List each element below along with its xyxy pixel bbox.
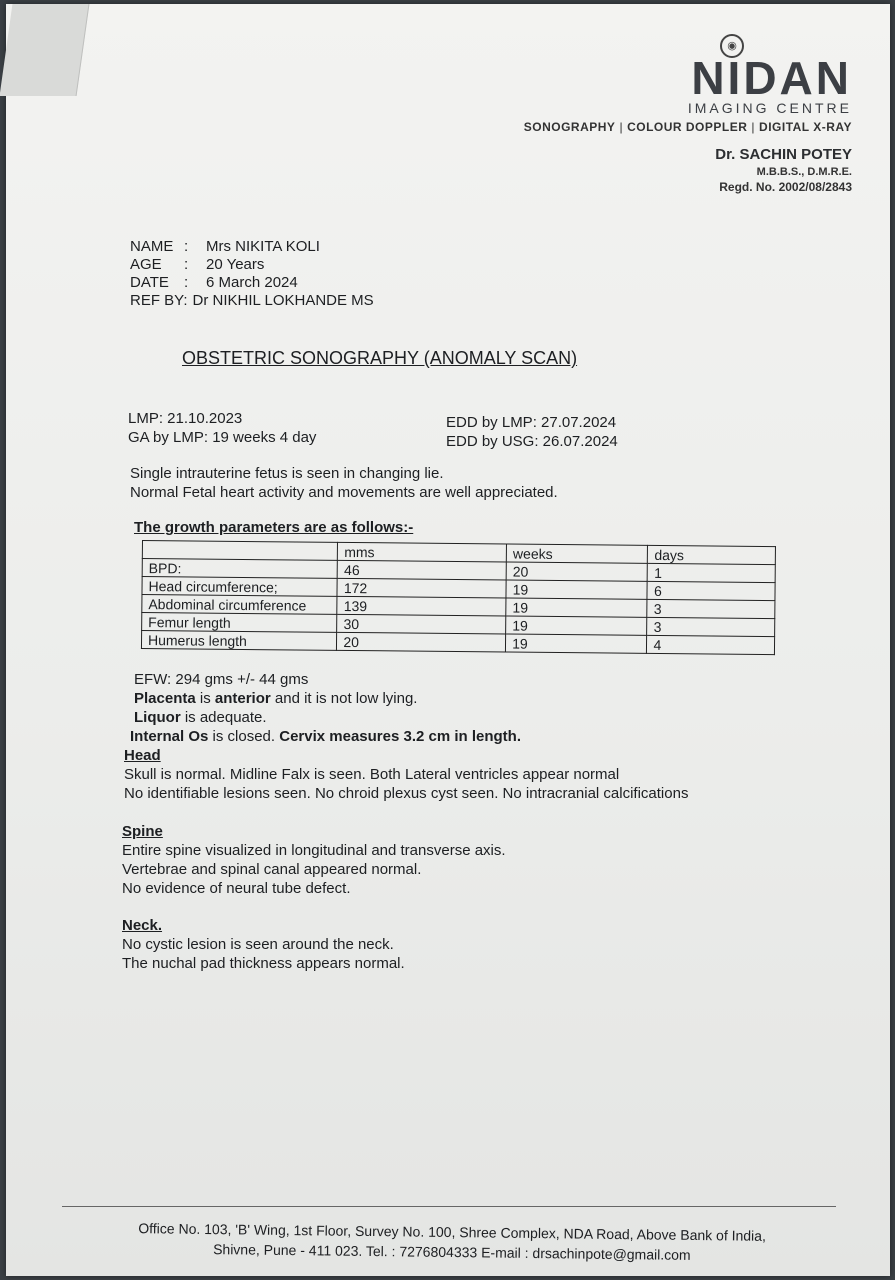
growth-heading: The growth parameters are as follows:- (134, 519, 414, 536)
edd-block (446, 413, 618, 451)
liquor-label: Liquor (134, 709, 181, 726)
service-separator: | (619, 120, 624, 134)
os-text: is closed. (208, 728, 280, 745)
intro-block (130, 464, 558, 502)
field-label: AGE (130, 256, 162, 273)
doctor-name: Dr. SACHIN POTEY (715, 146, 852, 163)
footer-line: Shivne, Pune - 411 023. Tel. : 7276804333 E-mail : drsachinpote@gmail.com (213, 1241, 691, 1263)
param-weeks: 19 (506, 580, 648, 599)
ref-by-row (130, 292, 374, 310)
head-heading: Head (124, 747, 161, 764)
os-line (130, 727, 521, 746)
patient-name-row (130, 238, 374, 256)
header-cell: weeks (506, 544, 648, 563)
placenta-text: is (195, 690, 215, 707)
param-days: 3 (647, 599, 775, 618)
field-label: DATE (130, 274, 169, 291)
param-mms: 20 (337, 632, 506, 652)
head-line: No identifiable lesions seen. No chroid plexus cyst seen. No intracranial calcifications (124, 785, 689, 802)
footer-address (102, 1218, 802, 1267)
folded-corner (0, 4, 89, 96)
nidan-logo-icon: ◉ (720, 34, 744, 58)
spine-line: Vertebrae and spinal canal appeared normal. (122, 861, 422, 878)
edd-by-usg: EDD by USG: 26.07.2024 (446, 433, 618, 450)
report-title: OBSTETRIC SONOGRAPHY (ANOMALY SCAN) (182, 348, 578, 368)
patient-name: Mrs NIKITA KOLI (206, 238, 320, 255)
neck-heading: Neck. (122, 917, 163, 934)
head-section (124, 746, 688, 803)
header-cell (142, 541, 338, 561)
param-mms: 139 (337, 596, 506, 616)
param-mms: 46 (337, 560, 506, 580)
spine-line: Entire spine visualized in longitudinal and transverse axis. (122, 842, 506, 859)
param-days: 4 (647, 635, 775, 654)
field-colon: : (184, 238, 189, 255)
service-digital-xray: DIGITAL X-RAY (759, 120, 852, 134)
neck-line: No cystic lesion is seen around the neck. (122, 936, 394, 953)
param-weeks: 20 (506, 562, 648, 581)
brand-subtitle: IMAGING CENTRE (687, 100, 852, 116)
field-colon: : (184, 274, 189, 291)
service-sonography: SONOGRAPHY (523, 120, 616, 134)
spine-section (122, 822, 506, 898)
placenta-position: anterior (214, 690, 271, 707)
brand-name: NIDAN (691, 52, 852, 104)
services-line (524, 120, 852, 134)
service-colour-doppler: COLOUR DOPPLER (627, 120, 748, 134)
param-name: Head circumference; (142, 577, 338, 597)
spine-heading: Spine (122, 823, 163, 840)
param-days: 6 (647, 581, 775, 600)
efw-line: EFW: 294 gms +/- 44 gms (134, 671, 309, 688)
placenta-label: Placenta (134, 690, 196, 707)
param-name: BPD: (142, 559, 338, 579)
param-mms: 30 (337, 614, 506, 634)
param-days: 3 (647, 617, 775, 636)
cervix-measure: Cervix measures 3.2 cm in length. (279, 728, 522, 745)
param-weeks: 19 (506, 598, 648, 617)
intro-line: Single intrauterine fetus is seen in changing lie. (130, 465, 444, 482)
liquor-line (134, 708, 521, 727)
footer-divider (62, 1206, 836, 1207)
intro-line: Normal Fetal heart activity and movements are well appreciated. (130, 484, 558, 501)
param-name: Abdominal circumference (142, 595, 338, 615)
patient-age-row (130, 256, 374, 274)
field-label: REF BY: (130, 292, 188, 309)
report-date: 6 March 2024 (206, 274, 298, 291)
doctor-degrees: M.B.B.S., D.M.R.E. (756, 166, 852, 178)
field-colon: : (184, 256, 189, 273)
referring-doctor: Dr NIKHIL LOKHANDE MS (192, 292, 374, 309)
report-page (6, 4, 890, 1276)
param-weeks: 19 (506, 634, 648, 653)
patient-info (130, 238, 374, 310)
placenta-line (134, 689, 521, 708)
patient-age: 20 Years (206, 256, 265, 273)
spine-line: No evidence of neural tube defect. (122, 880, 351, 897)
param-days: 1 (648, 563, 776, 582)
header-cell: mms (338, 542, 507, 562)
param-weeks: 19 (506, 616, 648, 635)
gestational-age: GA by LMP: 19 weeks 4 day (128, 429, 317, 446)
param-name: Humerus length (141, 631, 337, 651)
param-mms: 172 (337, 578, 506, 598)
head-line: Skull is normal. Midline Falx is seen. Both Lateral ventricles appear normal (124, 766, 620, 783)
placenta-text: and it is not low lying. (270, 690, 418, 707)
neck-section (122, 916, 405, 973)
growth-table (141, 540, 776, 655)
service-separator: | (751, 120, 756, 134)
lmp-block (128, 409, 316, 447)
liquor-text: is adequate. (180, 709, 267, 726)
report-date-row (130, 274, 374, 292)
edd-by-lmp: EDD by LMP: 27.07.2024 (446, 414, 617, 431)
doctor-regd: Regd. No. 2002/08/2843 (719, 180, 852, 194)
lmp-date: LMP: 21.10.2023 (128, 410, 243, 427)
header-cell: days (648, 545, 776, 564)
findings-block (130, 670, 522, 746)
field-label: NAME (130, 238, 174, 255)
footer-line: Office No. 103, 'B' Wing, 1st Floor, Survey No. 100, Shree Complex, NDA Road, Above Bank of India, (138, 1220, 767, 1244)
neck-line: The nuchal pad thickness appears normal. (122, 955, 405, 972)
param-name: Femur length (142, 613, 338, 633)
os-label: Internal Os (130, 728, 209, 745)
